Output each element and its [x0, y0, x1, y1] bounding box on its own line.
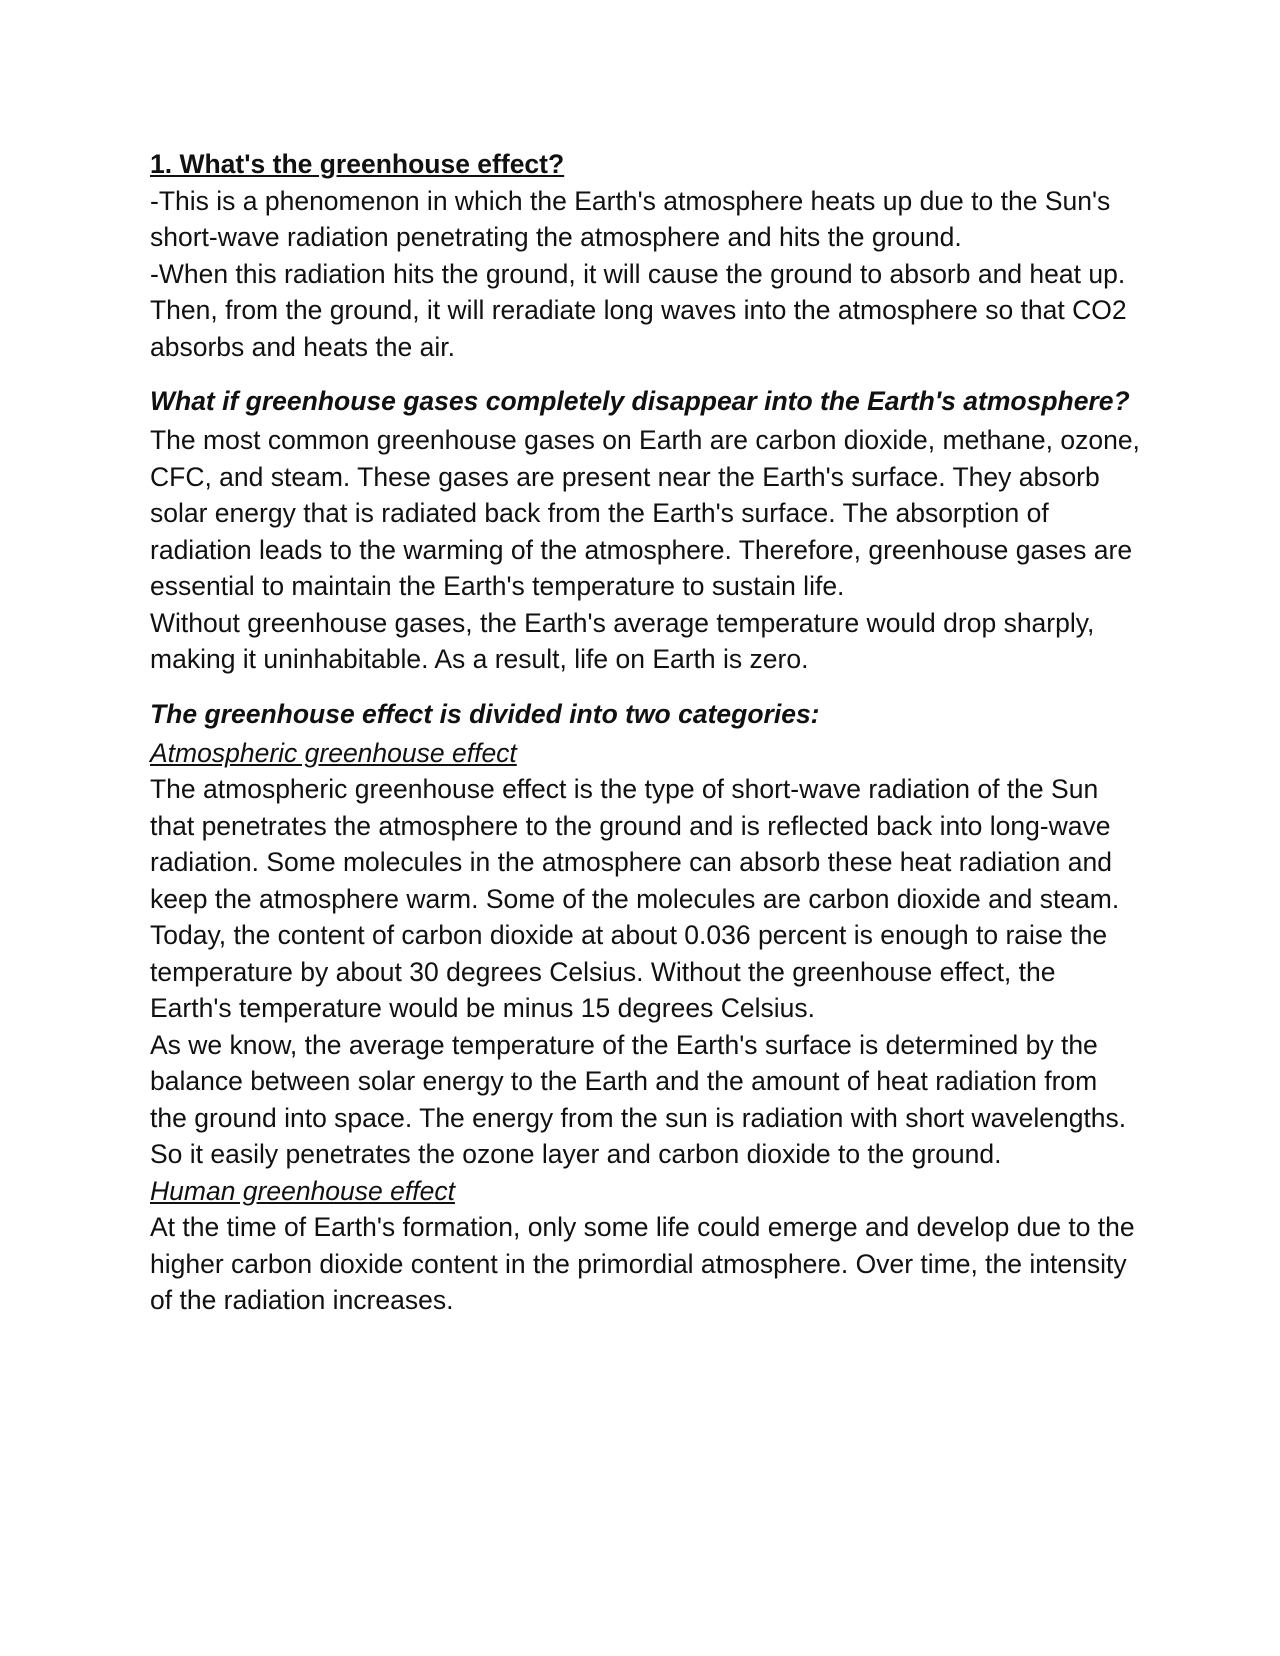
atmospheric-paragraph-2: Today, the content of carbon dioxide at about 0.036 percent is enough to raise the temperature by about 30 degrees Celsius. Without the greenhouse effect, the Earth's temperature would be minus 15 degrees Celsius.	[150, 920, 1108, 1023]
spacer	[150, 678, 1140, 694]
subsection-atmospheric-title: Atmospheric greenhouse effect	[150, 737, 517, 768]
section-2-paragraph-1: The most common greenhouse gases on Earth are carbon dioxide, methane, ozone, CFC, and steam. These gases are present near the Earth's surface. They absorb solar energy that is radiated back from the Earth's surface. The absorption of radiation leads to the warming of the atmosphere. Therefore, greenhouse gases are essential to maintain the Earth's temperature to sustain life.	[150, 425, 1140, 601]
atmospheric-paragraph-3: As we know, the average temperature of the Earth's surface is determined by the balance between solar energy to the Earth and the amount of heat radiation from the ground into space. The energy from the sun is radiation with short wavelengths. So it easily penetrates the ozone layer and carbon dioxide to the ground.	[150, 1029, 1127, 1169]
document-page	[150, 146, 1140, 1319]
section-3-heading: The greenhouse effect is divided into two categories:	[150, 698, 820, 729]
section-1-paragraph-1: -This is a phenomenon in which the Earth's atmosphere heats up due to the Sun's short-wave radiation penetrating the atmosphere and hits the ground.	[150, 185, 1111, 252]
atmospheric-paragraph-1: The atmospheric greenhouse effect is the type of short-wave radiation of the Sun that penetrates the atmosphere to the ground and is reflected back into long-wave radiation. Some molecules in the atmosphere can absorb these heat radiation and keep the atmosphere warm. Some of the molecules are carbon dioxide and steam.	[150, 774, 1120, 914]
section-1-heading: 1. What's the greenhouse effect?	[150, 149, 565, 179]
spacer	[150, 365, 1140, 381]
subsection-human-title: Human greenhouse effect	[150, 1175, 455, 1206]
human-paragraph-1: At the time of Earth's formation, only some life could emerge and develop due to the higher carbon dioxide content in the primordial atmosphere. Over time, the intensity of the radiation increases.	[150, 1212, 1135, 1315]
section-2-heading: What if greenhouse gases completely disappear into the Earth's atmosphere?	[150, 386, 1130, 416]
section-2-paragraph-2: Without greenhouse gases, the Earth's average temperature would drop sharply, making it uninhabitable. As a result, life on Earth is zero.	[150, 607, 1095, 674]
section-1-paragraph-2: -When this radiation hits the ground, it will cause the ground to absorb and heat up. Then, from the ground, it will reradiate long waves into the atmosphere so that CO2 absorbs and heats the air.	[150, 258, 1127, 362]
